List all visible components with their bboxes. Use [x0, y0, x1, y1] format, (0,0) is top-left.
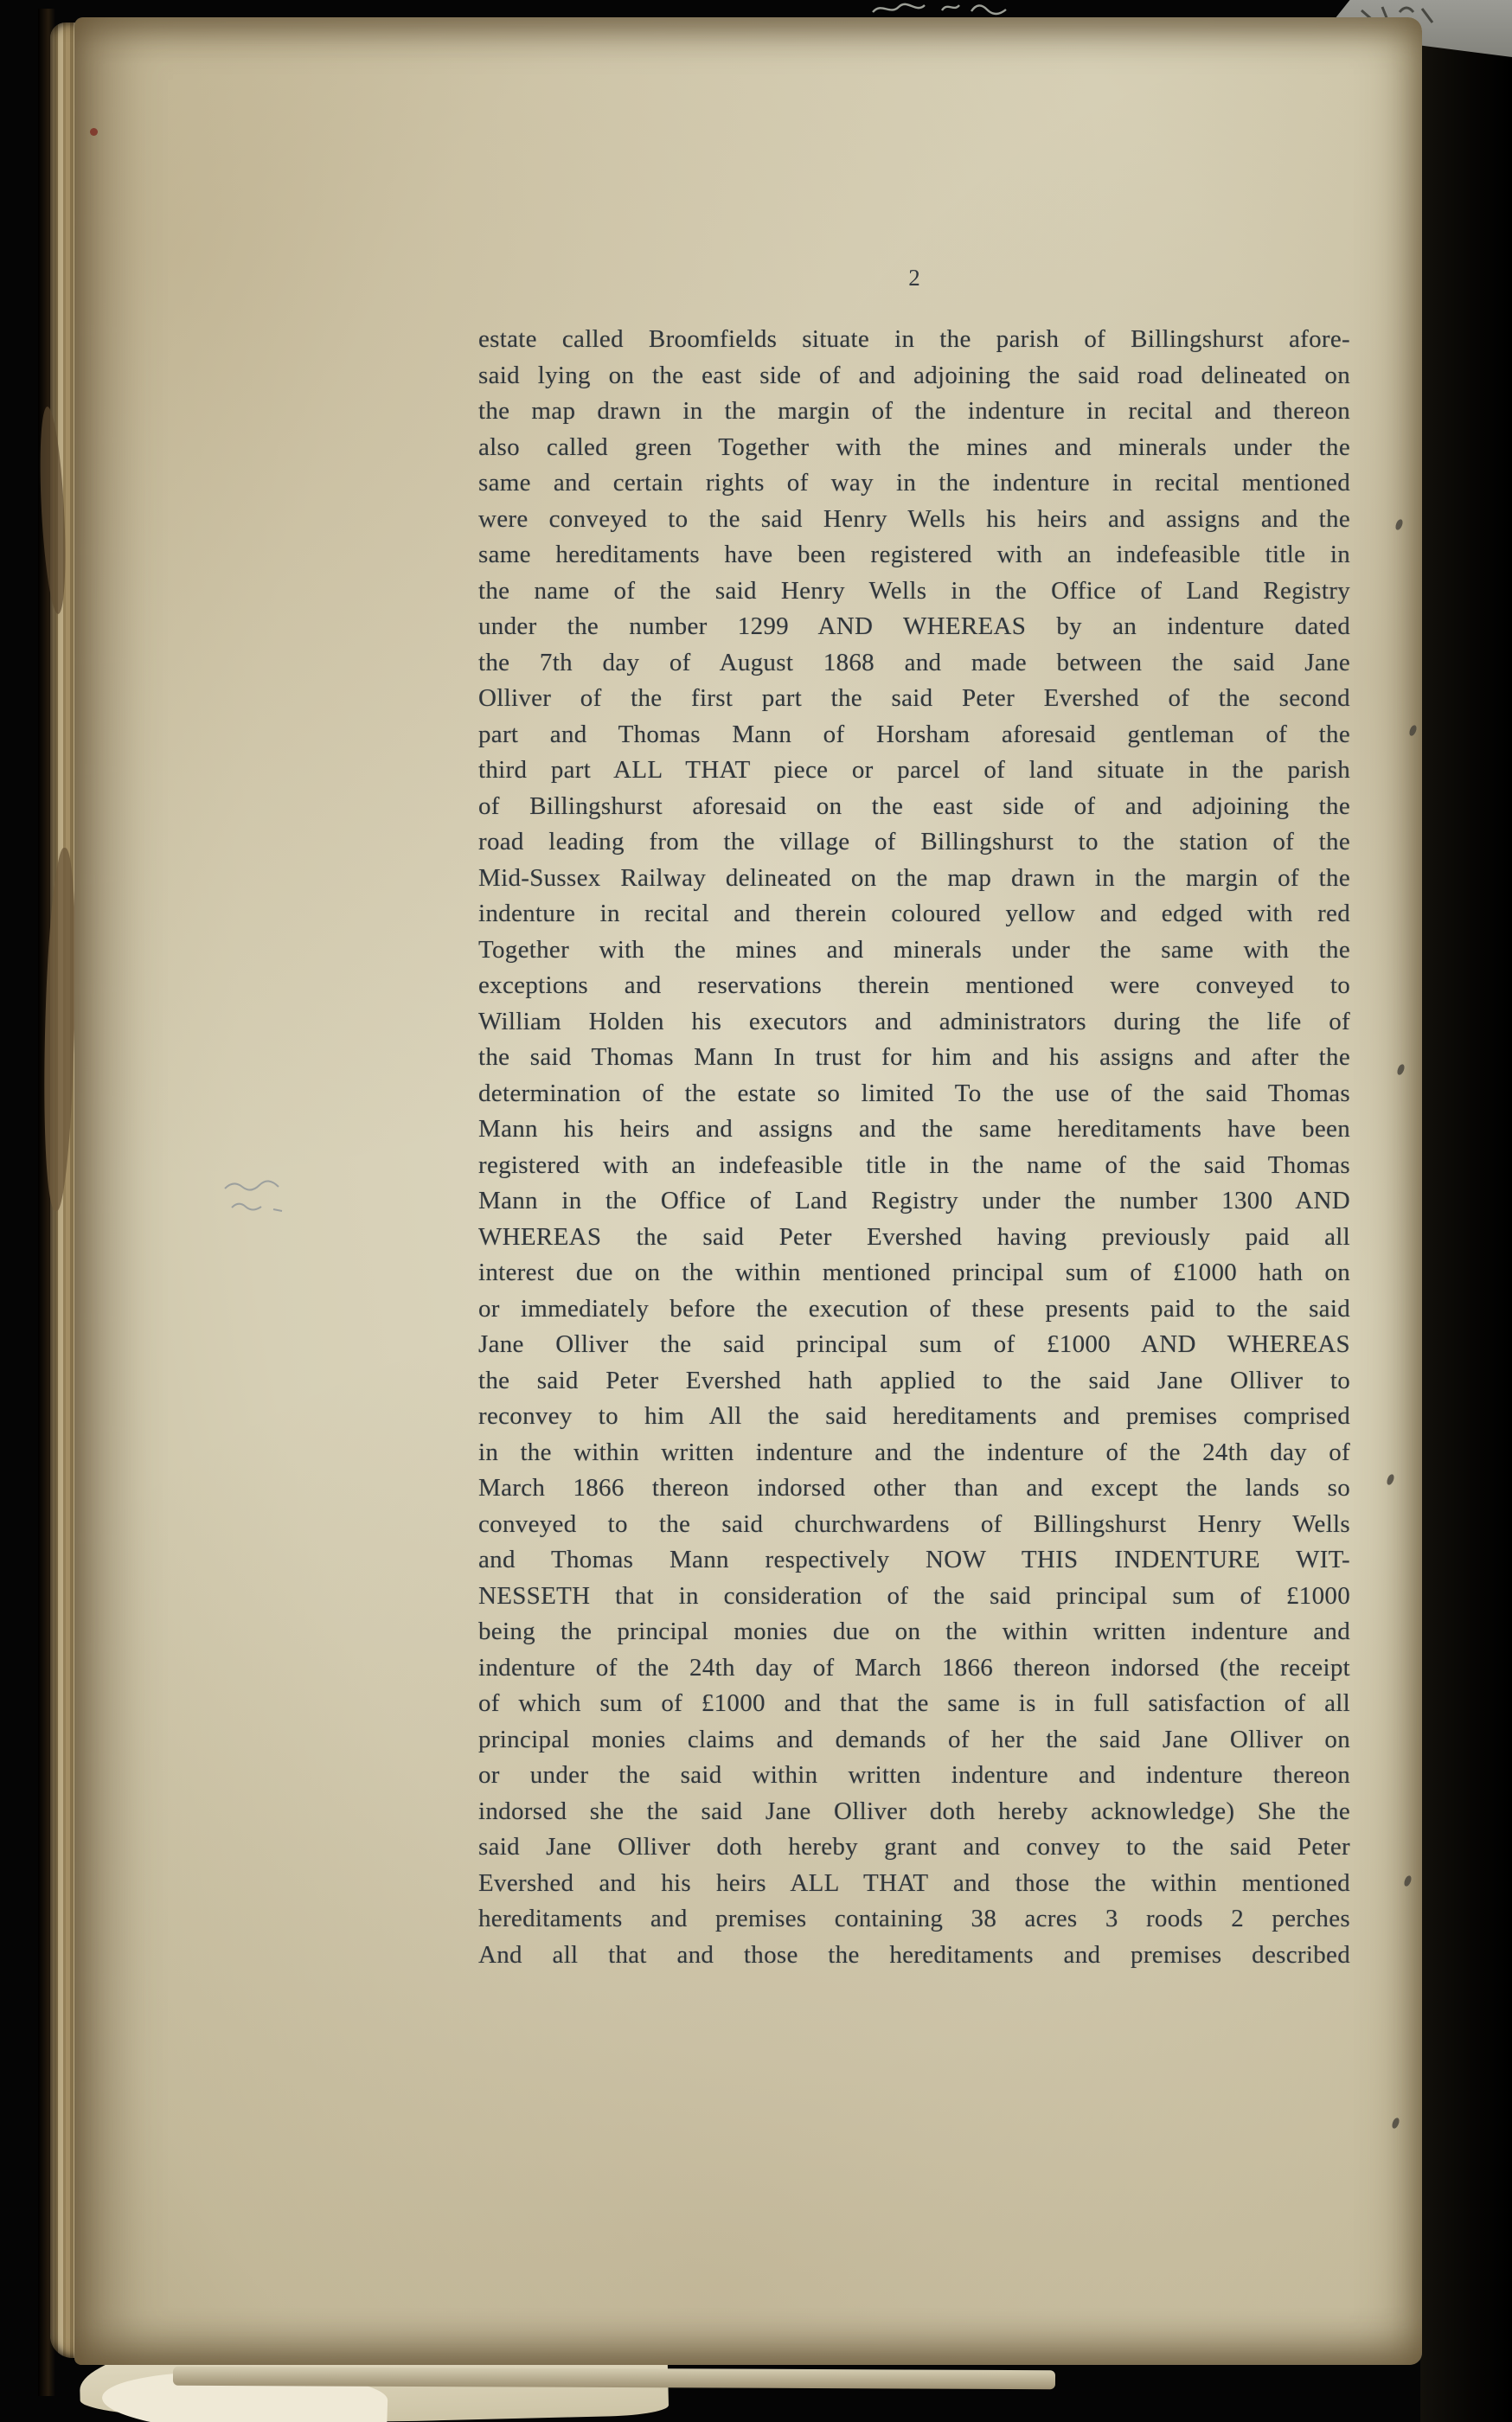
text-line: Mann in the Office of Land Registry under the number 1300 AND — [478, 1187, 1350, 1214]
text-line: And all that and those the hereditaments and premises described — [478, 1940, 1350, 1969]
deed-text-block — [478, 322, 1350, 1973]
page-number: 2 — [908, 265, 920, 291]
text-line: the said Thomas Mann In trust for him and his assigns and after the — [478, 1043, 1350, 1071]
ink-speck — [1386, 1473, 1395, 1486]
text-line: or under the said within written indenture and indenture thereon — [478, 1761, 1350, 1789]
text-line: Olliver of the first part the said Peter Evershed of the second — [478, 684, 1350, 712]
text-line: or immediately before the execution of these presents paid to the said — [478, 1294, 1350, 1323]
text-line: Mann his heirs and assigns and the same hereditaments have been — [478, 1115, 1350, 1143]
text-line: NESSETH that in consideration of the said principal sum of £1000 — [478, 1581, 1350, 1610]
text-line: part and Thomas Mann of Horsham aforesaid gentleman of the — [478, 720, 1350, 748]
ink-speck — [1396, 1063, 1406, 1076]
text-line: in the within written indenture and the indenture of the 24th day of — [478, 1438, 1350, 1466]
text-line: principal monies claims and demands of her the said Jane Olliver on — [478, 1725, 1350, 1753]
text-line: reconvey to him All the said hereditaments and premises comprised — [478, 1402, 1350, 1430]
text-line: estate called Broomfields situate in the parish of Billingshurst afore- — [478, 325, 1350, 353]
text-line: of which sum of £1000 and that the same is in full satisfaction of all — [478, 1689, 1350, 1717]
ink-speck — [1403, 1874, 1413, 1887]
text-line: third part ALL THAT piece or parcel of land situate in the parish — [478, 756, 1350, 784]
text-line: March 1866 thereon indorsed other than and except the lands so — [478, 1474, 1350, 1502]
book-page — [74, 17, 1422, 2365]
text-line: determination of the estate so limited To the use of the said Thomas — [478, 1079, 1350, 1107]
red-ink-speck — [90, 128, 98, 136]
handwriting-mark — [869, 0, 1016, 17]
text-line: registered with an indefeasible title in the name of the said Thomas — [478, 1150, 1350, 1179]
text-line: said Jane Olliver doth hereby grant and convey to the said Peter — [478, 1833, 1350, 1861]
text-line: indorsed she the said Jane Olliver doth hereby acknowledge) She the — [478, 1797, 1350, 1825]
text-line: and Thomas Mann respectively NOW THIS INDENTURE WIT- — [478, 1546, 1350, 1573]
text-line: William Holden his executors and administrators during the life of — [478, 1007, 1350, 1035]
text-line: hereditaments and premises containing 38 acres 3 roods 2 perches — [478, 1905, 1350, 1932]
text-line: road leading from the village of Billingshurst to the station of the — [478, 828, 1350, 855]
text-line: said lying on the east side of and adjoining the said road delineated on — [478, 361, 1350, 389]
text-line: were conveyed to the said Henry Wells his heirs and assigns and the — [478, 504, 1350, 533]
text-line: conveyed to the said churchwardens of Billingshurst Henry Wells — [478, 1509, 1350, 1538]
text-line: being the principal monies due on the within written indenture and — [478, 1618, 1350, 1645]
ink-speck — [1391, 2117, 1400, 2130]
text-line: Mid-Sussex Railway delineated on the map drawn in the margin of the — [478, 863, 1350, 892]
text-line: WHEREAS the said Peter Evershed having previously paid all — [478, 1222, 1350, 1251]
text-line: exceptions and reservations therein mentioned were conveyed to — [478, 971, 1350, 999]
text-line: indenture of the 24th day of March 1866 thereon indorsed (the receipt — [478, 1653, 1350, 1682]
text-line: Together with the mines and minerals under the same with the — [478, 935, 1350, 964]
text-line: of Billingshurst aforesaid on the east side of and adjoining the — [478, 791, 1350, 820]
text-line: Jane Olliver the said principal sum of £1000 AND WHEREAS — [478, 1330, 1350, 1358]
ink-speck — [1394, 518, 1404, 531]
book-cover-edge — [1420, 0, 1512, 2422]
text-line: Evershed and his heirs ALL THAT and those the within mentioned — [478, 1868, 1350, 1897]
text-line: the said Peter Evershed hath applied to the said Jane Olliver to — [478, 1366, 1350, 1394]
text-line: same hereditaments have been registered with an indefeasible title in — [478, 541, 1350, 568]
page-bottom-edges — [173, 2367, 1055, 2389]
text-line: under the number 1299 AND WHEREAS by an indenture dated — [478, 612, 1350, 640]
text-line: same and certain rights of way in the indenture in recital mentioned — [478, 469, 1350, 497]
ink-speck — [1408, 724, 1418, 737]
text-line: the name of the said Henry Wells in the Office of Land Registry — [478, 576, 1350, 605]
text-line: also called green Together with the mines and minerals under the — [478, 432, 1350, 461]
text-line: the 7th day of August 1868 and made between the said Jane — [478, 648, 1350, 676]
text-line: interest due on the within mentioned principal sum of £1000 hath on — [478, 1259, 1350, 1286]
handwritten-marginalia — [220, 1175, 315, 1227]
text-line: the map drawn in the margin of the indenture in recital and thereon — [478, 397, 1350, 425]
text-line: indenture in recital and therein coloured yellow and edged with red — [478, 900, 1350, 927]
